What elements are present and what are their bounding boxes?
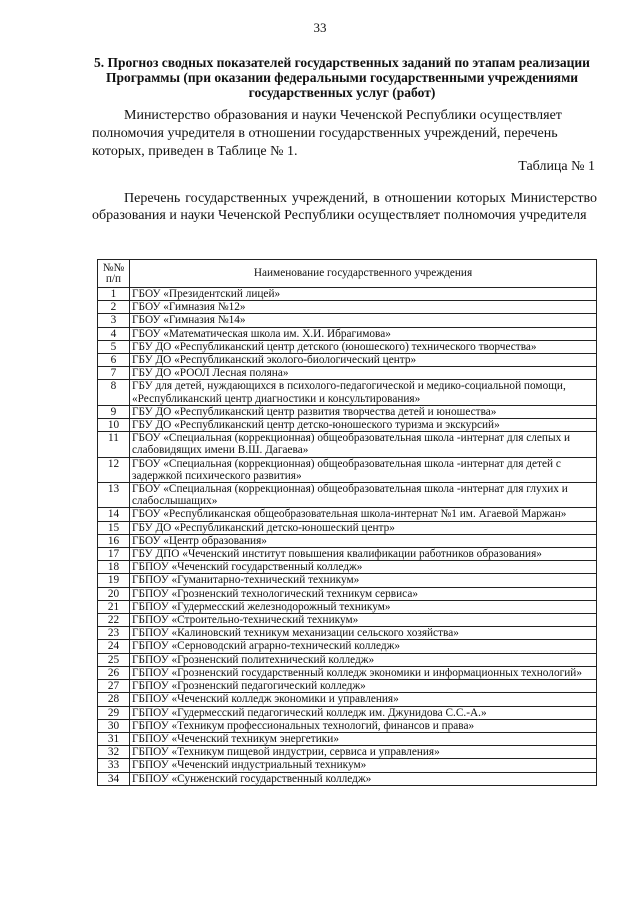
row-number: 26 [98,666,130,679]
table-row [98,327,597,340]
row-number: 28 [98,693,130,706]
table-row [98,561,597,574]
row-number: 22 [98,614,130,627]
table-row [98,340,597,353]
row-number: 9 [98,405,130,418]
table-row [98,405,597,418]
table-row [98,314,597,327]
row-institution-name: ГБПОУ «Гуманитарно-технический техникум» [130,574,597,587]
row-number: 8 [98,380,130,405]
row-institution-name: ГБОУ «Математическая школа им. Х.И. Ибрагимова» [130,327,597,340]
table-row [98,419,597,432]
table-body [98,288,597,786]
table-row [98,706,597,719]
row-number: 5 [98,340,130,353]
row-institution-name: ГБПОУ «Калиновский техникум механизации сельского хозяйства» [130,627,597,640]
table-row [98,666,597,679]
table-row [98,301,597,314]
section-heading: 5. Прогноз сводных показателей государственных заданий по этапам реализации Программы (при оказании федеральными государственными учреждениями государственных услуг (работ) [94,55,590,100]
table-row [98,627,597,640]
row-number: 30 [98,719,130,732]
row-number: 18 [98,561,130,574]
row-institution-name: ГБПОУ «Техникум пищевой индустрии, сервиса и управления» [130,746,597,759]
table-header-row [98,260,597,288]
row-institution-name: ГБОУ «Специальная (коррекционная) общеобразовательная школа -интернат для слепых и слабовидящих имени В.Ш. Дагаева» [130,432,597,457]
row-number: 10 [98,419,130,432]
row-institution-name: ГБУ ДО «Республиканский центр детского (юношеского) технического творчества» [130,340,597,353]
table-row [98,483,597,508]
row-number: 34 [98,772,130,785]
row-institution-name: ГБУ ДО «РООЛ Лесная поляна» [130,367,597,380]
row-institution-name: ГБПОУ «Сунженский государственный колледж» [130,772,597,785]
row-number: 7 [98,367,130,380]
row-institution-name: ГБОУ «Гимназия №14» [130,314,597,327]
row-institution-name: ГБПОУ «Чеченский колледж экономики и управления» [130,693,597,706]
row-number: 19 [98,574,130,587]
table-row [98,380,597,405]
table-row [98,354,597,367]
row-institution-name: ГБПОУ «Гудермесский железнодорожный техникум» [130,600,597,613]
page-number: 33 [313,20,327,35]
row-institution-name: ГБПОУ «Серноводский аграрно-технический колледж» [130,640,597,653]
row-institution-name: ГБУ ДО «Республиканский центр развития творчества детей и юношества» [130,405,597,418]
table-row [98,534,597,547]
intro-paragraph: Министерство образования и науки Чеченской Республики осуществляет полномочия учредителя в отношении государственных учреждений, перечень которых, приведен в Таблице № 1. [92,108,562,159]
row-number: 32 [98,746,130,759]
row-number: 31 [98,732,130,745]
row-number: 3 [98,314,130,327]
row-institution-name: ГБОУ «Президентский лицей» [130,288,597,301]
row-number: 23 [98,627,130,640]
row-number: 4 [98,327,130,340]
row-number: 2 [98,301,130,314]
row-number: 16 [98,534,130,547]
table-row [98,548,597,561]
table-row [98,521,597,534]
row-number: 25 [98,653,130,666]
row-number: 15 [98,521,130,534]
row-institution-name: ГБПОУ «Грозненский педагогический колледж» [130,680,597,693]
table-row [98,614,597,627]
row-institution-name: ГБПОУ «Гудермесский педагогический колледж им. Джунидова С.С.-А.» [130,706,597,719]
row-institution-name: ГБОУ «Специальная (коррекционная) общеобразовательная школа -интернат для глухих и слабослышащих» [130,483,597,508]
table-row [98,759,597,772]
table-row [98,432,597,457]
row-institution-name: ГБПОУ «Строительно-технический техникум» [130,614,597,627]
row-institution-name: ГБПОУ «Чеченский индустриальный техникум» [130,759,597,772]
row-number: 14 [98,508,130,521]
row-institution-name: ГБПОУ «Грозненский государственный колледж экономики и информационных технологий» [130,666,597,679]
row-institution-name: ГБУ ДПО «Чеченский институт повышения квалификации работников образования» [130,548,597,561]
row-institution-name: ГБУ ДО «Республиканский центр детско-юношеского туризма и экскурсий» [130,419,597,432]
row-number: 17 [98,548,130,561]
row-number: 20 [98,587,130,600]
row-number: 24 [98,640,130,653]
row-number: 13 [98,483,130,508]
row-number: 1 [98,288,130,301]
row-institution-name: ГБПОУ «Чеченский техникум энергетики» [130,732,597,745]
table-row [98,772,597,785]
row-institution-name: ГБОУ «Республиканская общеобразовательная школа-интернат №1 им. Агаевой Маржан» [130,508,597,521]
table-row [98,288,597,301]
table-row [98,367,597,380]
row-institution-name: ГБОУ «Специальная (коррекционная) общеобразовательная школа -интернат для детей с задержкой психического развития» [130,457,597,482]
row-number: 21 [98,600,130,613]
institutions-table [97,259,597,786]
table-row [98,693,597,706]
row-institution-name: ГБПОУ «Грозненский технологический техникум сервиса» [130,587,597,600]
row-institution-name: ГБОУ «Гимназия №12» [130,301,597,314]
row-institution-name: ГБОУ «Центр образования» [130,534,597,547]
table-row [98,457,597,482]
row-institution-name: ГБУ ДО «Республиканский эколого-биологический центр» [130,354,597,367]
row-institution-name: ГБУ для детей, нуждающихся в психолого-педагогической и медико-социальной помощи, «Республиканский центр диагностики и консультирования» [130,380,597,405]
table-row [98,653,597,666]
table-caption: Перечень государственных учреждений, в отношении которых Министерство образования и науки Чеченской Республики осуществляет полномочия учредителя [92,191,597,223]
header-name: Наименование государственного учреждения [130,260,597,288]
row-institution-name: ГБПОУ «Техникум профессиональных технологий, финансов и права» [130,719,597,732]
row-institution-name: ГБПОУ «Чеченский государственный колледж» [130,561,597,574]
table-label: Таблица № 1 [518,159,595,174]
table-row [98,640,597,653]
row-number: 33 [98,759,130,772]
row-number: 12 [98,457,130,482]
table-row [98,574,597,587]
table-row [98,587,597,600]
row-number: 29 [98,706,130,719]
table-row [98,719,597,732]
table-row [98,600,597,613]
row-number: 11 [98,432,130,457]
table-row [98,732,597,745]
header-number: №№ п/п [98,260,130,288]
row-number: 6 [98,354,130,367]
table-row [98,746,597,759]
row-institution-name: ГБУ ДО «Республиканский детско-юношеский центр» [130,521,597,534]
table-row [98,680,597,693]
row-institution-name: ГБПОУ «Грозненский политехнический колледж» [130,653,597,666]
table-row [98,508,597,521]
row-number: 27 [98,680,130,693]
